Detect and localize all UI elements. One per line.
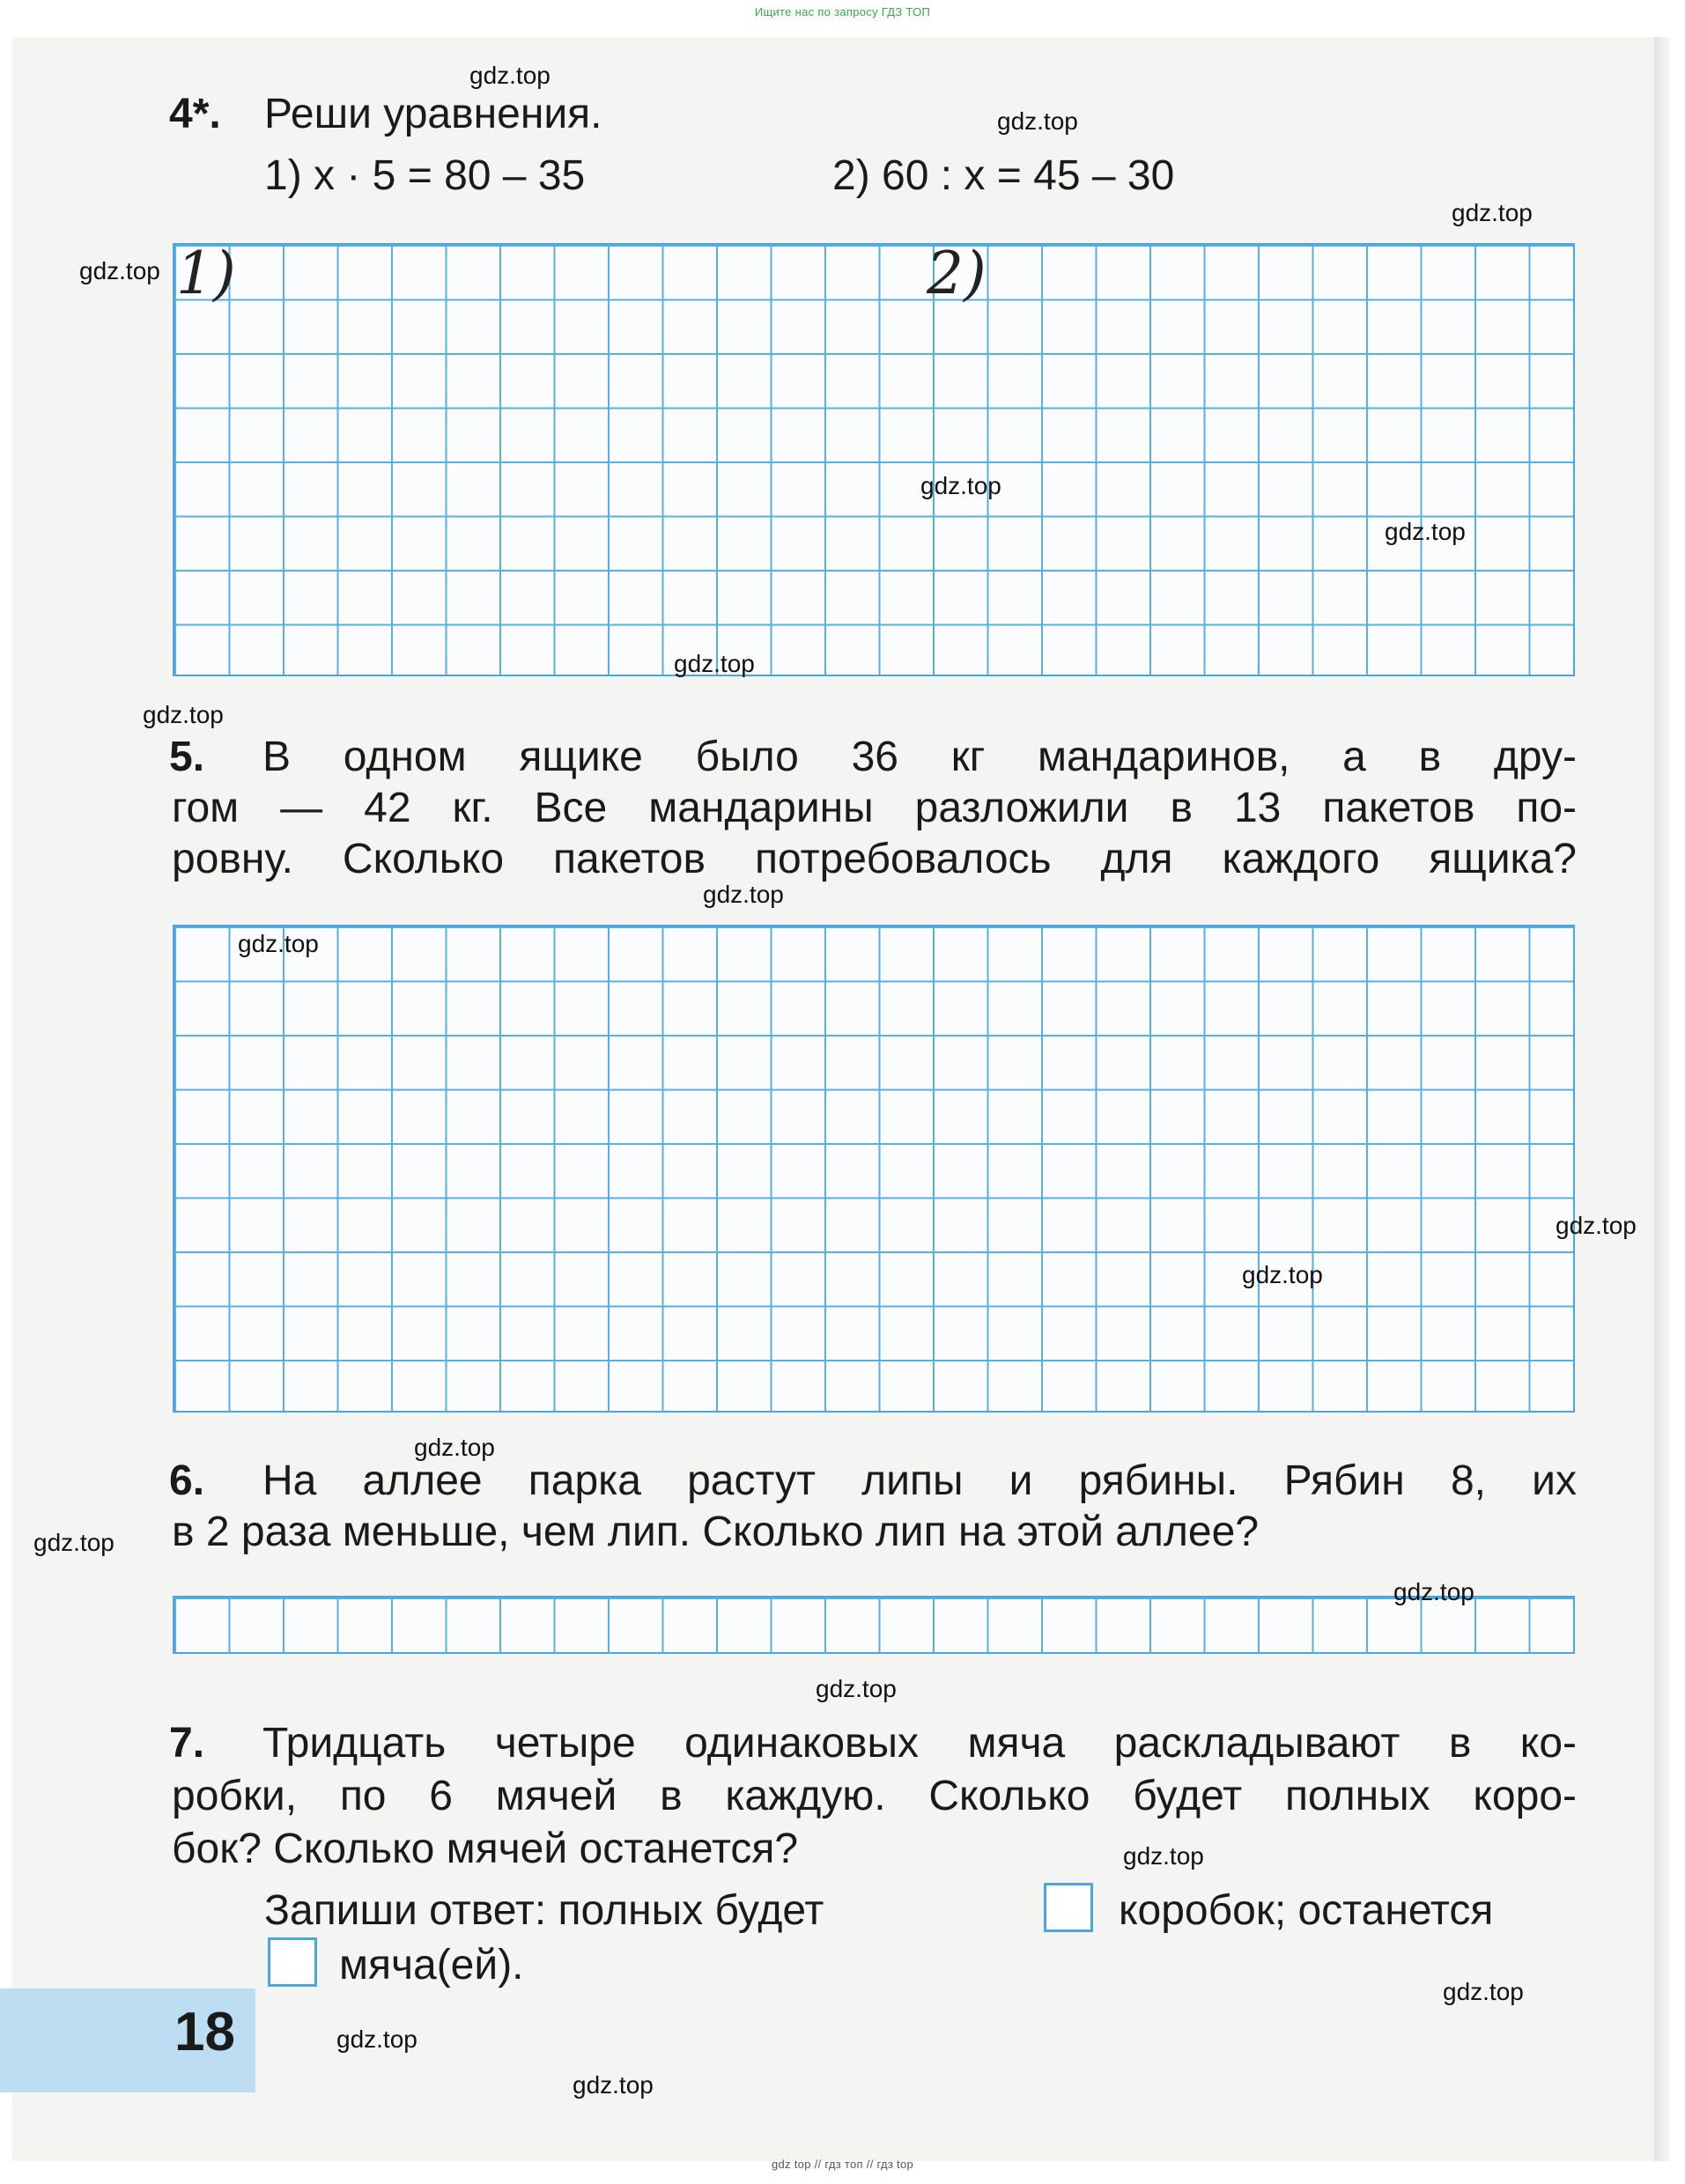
task5-line-2: гом — 42 кг. Все мандарины разложили в 13 пакетов по- <box>172 785 1577 831</box>
watermark: gdz.top <box>920 472 1001 499</box>
task4-title: Реши уравнения. <box>264 91 602 137</box>
task7-number: 7. <box>169 1720 205 1767</box>
task7-answer-text-2: коробок; останется <box>1119 1887 1494 1934</box>
watermark: gdz.top <box>1123 1842 1204 1870</box>
watermark: gdz.top <box>1452 199 1533 226</box>
watermark: gdz.top <box>336 2025 418 2053</box>
task6-number: 6. <box>169 1457 205 1504</box>
watermark: gdz.top <box>414 1434 495 1461</box>
page-number: 18 <box>174 2002 235 2062</box>
task7-line-1: Тридцать четыре одинаковых мяча раскладывают в ко- <box>262 1720 1577 1767</box>
watermark: gdz.top <box>674 650 755 677</box>
watermark: gdz.top <box>143 701 224 728</box>
watermark: gdz.top <box>573 2071 654 2099</box>
task7-line-3: бок? Сколько мячей останется? <box>172 1826 799 1872</box>
task5-line-1: В одном ящике было 36 кг мандаринов, а в дру- <box>262 734 1577 780</box>
task7-line-2: робки, по 6 мячей в каждую. Сколько будет полных коро- <box>172 1773 1577 1819</box>
task5-answer-grid[interactable] <box>173 925 1575 1413</box>
task4-hand-label-1: 1) <box>176 240 236 307</box>
watermark: gdz.top <box>33 1529 115 1556</box>
watermark: gdz.top <box>1242 1261 1323 1288</box>
page-edge-shadow <box>1654 37 1670 2161</box>
watermark: gdz.top <box>997 107 1078 135</box>
watermark: gdz.top <box>1385 518 1466 545</box>
task7-answer-text-1: Запиши ответ: полных будет <box>264 1887 824 1934</box>
task5-line-3: ровну. Сколько пакетов потребовалось для каждого ящика? <box>172 836 1577 882</box>
header-note: Ищите нас по запросу ГДЗ ТОП <box>754 5 931 18</box>
watermark: gdz.top <box>1393 1578 1474 1605</box>
task6-line-2: в 2 раза меньше, чем лип. Сколько лип на этой аллее? <box>172 1509 1260 1555</box>
task4-hand-label-2: 2) <box>927 240 987 307</box>
task5-number: 5. <box>169 734 205 780</box>
boxes-answer-field[interactable] <box>1044 1883 1093 1932</box>
task6-answer-grid[interactable] <box>173 1596 1575 1654</box>
watermark: gdz.top <box>1443 1978 1524 2005</box>
task4-number: 4*. <box>169 91 221 137</box>
watermark: gdz.top <box>79 257 160 284</box>
watermark: gdz.top <box>238 930 319 957</box>
footer-note: gdz top // гдз топ // гдз top <box>771 2158 914 2171</box>
task4-answer-grid[interactable] <box>173 243 1575 676</box>
task4-equation-2: 2) 60 : x = 45 – 30 <box>832 152 1175 199</box>
balls-left-answer-field[interactable] <box>268 1937 317 1987</box>
task6-line-1: На аллее парка растут липы и рябины. Рябин 8, их <box>262 1457 1577 1504</box>
watermark: gdz.top <box>703 881 784 908</box>
task7-answer-text-3: мяча(ей). <box>339 1942 524 1988</box>
watermark: gdz.top <box>1556 1212 1637 1239</box>
task4-equation-1: 1) x · 5 = 80 – 35 <box>264 152 586 199</box>
watermark: gdz.top <box>469 62 551 89</box>
watermark: gdz.top <box>816 1675 897 1702</box>
